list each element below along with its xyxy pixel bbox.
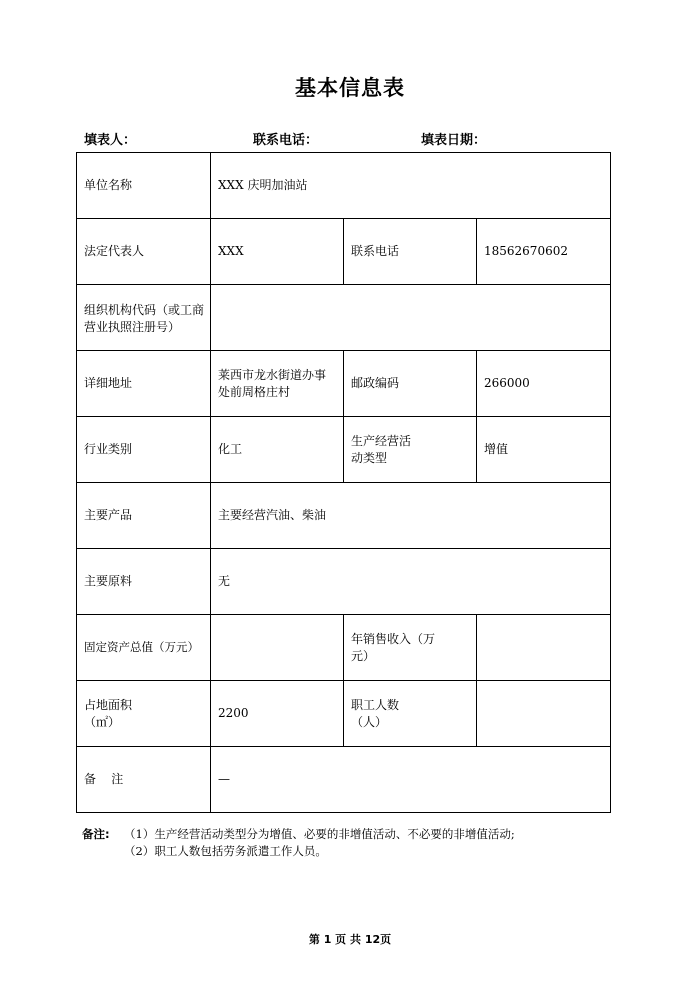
activity-type-value[interactable]: 增值 xyxy=(477,417,611,483)
main-products-label: 主要产品 xyxy=(77,483,211,549)
area-value[interactable]: 2200 xyxy=(211,681,344,747)
notes-block xyxy=(82,826,515,860)
remarks-label: 备 注 xyxy=(77,747,211,813)
fill-date-label: 填表日期： xyxy=(421,133,487,148)
row-industry xyxy=(77,417,611,483)
postcode-label: 邮政编码 xyxy=(344,351,477,417)
notes-label: 备注: xyxy=(82,827,110,841)
row-raw-materials xyxy=(77,549,611,615)
contact-phone-label: 联系电话 xyxy=(344,219,477,285)
note-line-2: （2）职工人数包括劳务派遣工作人员。 xyxy=(124,844,327,858)
area-label: 占地面积（㎡） xyxy=(77,681,211,747)
row-address xyxy=(77,351,611,417)
legal-rep-label: 法定代表人 xyxy=(77,219,211,285)
row-main-products xyxy=(77,483,611,549)
row-remarks xyxy=(77,747,611,813)
page-footer: 第 1 页 共 12页 xyxy=(308,933,392,946)
annual-sales-label: 年销售收入（万元） xyxy=(344,615,477,681)
industry-value[interactable]: 化工 xyxy=(211,417,344,483)
row-legal-rep xyxy=(77,219,611,285)
annual-sales-value[interactable] xyxy=(477,615,611,681)
unit-name-value[interactable]: XXX 庆明加油站 xyxy=(211,153,611,219)
legal-rep-value[interactable]: XXX xyxy=(211,219,344,285)
page-title: 基本信息表 xyxy=(295,76,405,100)
row-unit-name xyxy=(77,153,611,219)
org-code-value[interactable] xyxy=(211,285,611,351)
org-code-label: 组织机构代码（或工商营业执照注册号） xyxy=(77,285,211,351)
remarks-value[interactable]: — xyxy=(211,747,611,813)
address-value[interactable]: 莱西市龙水街道办事处前周格庄村 xyxy=(211,351,344,417)
activity-type-label: 生产经营活动类型 xyxy=(344,417,477,483)
employees-label: 职工人数（人） xyxy=(344,681,477,747)
contact-phone-value[interactable]: 18562670602 xyxy=(477,219,611,285)
note-line-1: （1）生产经营活动类型分为增值、必要的非增值活动、不必要的非增值活动; xyxy=(124,827,515,841)
postcode-value[interactable]: 266000 xyxy=(477,351,611,417)
raw-materials-value[interactable]: 无 xyxy=(211,549,611,615)
address-label: 详细地址 xyxy=(77,351,211,417)
employees-value[interactable] xyxy=(477,681,611,747)
industry-label: 行业类别 xyxy=(77,417,211,483)
basic-info-table xyxy=(76,152,611,813)
row-area xyxy=(77,681,611,747)
phone-label: 联系电话： xyxy=(253,133,319,148)
filler-label: 填表人： xyxy=(84,133,137,148)
unit-name-label: 单位名称 xyxy=(77,153,211,219)
row-fixed-assets xyxy=(77,615,611,681)
raw-materials-label: 主要原料 xyxy=(77,549,211,615)
fixed-assets-value[interactable] xyxy=(211,615,344,681)
main-products-value[interactable]: 主要经营汽油、柴油 xyxy=(211,483,611,549)
row-org-code xyxy=(77,285,611,351)
fixed-assets-label: 固定资产总值（万元） xyxy=(77,615,211,681)
